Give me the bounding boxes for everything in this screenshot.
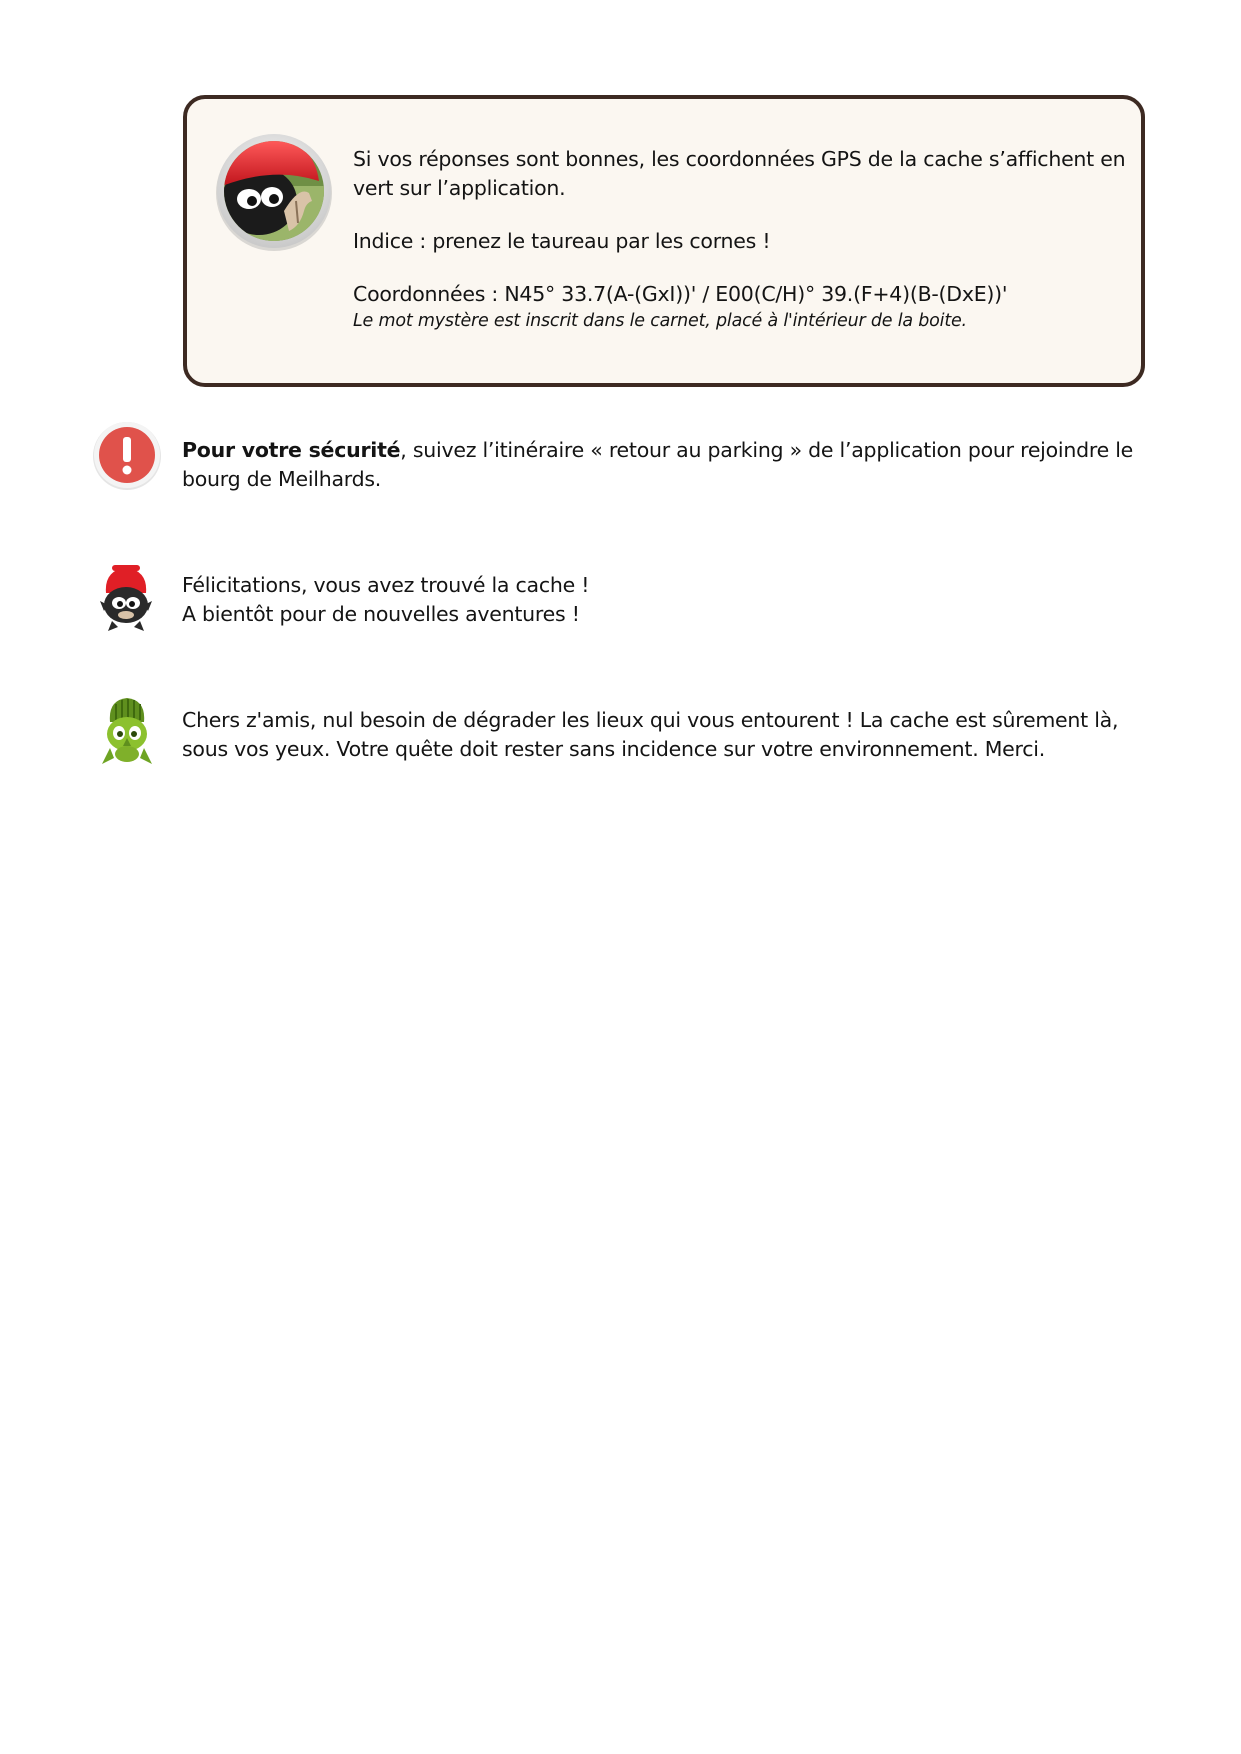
safety-notice xyxy=(182,436,1142,494)
safety-text: , suivez l’itinéraire « retour au parking » de l’application pour rejoindre le bourg de Meilhards. xyxy=(182,438,1134,491)
hint-text: Indice : prenez le taureau par les cornes ! xyxy=(353,229,771,253)
info-box-content xyxy=(353,145,1133,333)
congratulations-line-2: A bientôt pour de nouvelles aventures ! xyxy=(182,602,580,626)
answer-instruction: Si vos réponses sont bonnes, les coordonnées GPS de la cache s’affichent en vert sur l’application. xyxy=(353,147,1126,200)
congratulations-message xyxy=(182,571,1142,629)
warning-exclamation-icon xyxy=(92,420,162,490)
red-cap-creature-avatar-icon xyxy=(214,131,334,251)
environment-text: Chers z'amis, nul besoin de dégrader les lieux qui vous entourent ! La cache est sûrement là, sous vos yeux. Votre quête doit rester sans incidence sur votre environnement. Merci. xyxy=(182,708,1119,761)
environment-notice xyxy=(182,706,1142,764)
red-cap-creature-icon xyxy=(94,563,158,633)
safety-bold-label: Pour votre sécurité xyxy=(182,438,401,462)
green-creature-icon xyxy=(96,696,158,768)
congratulations-line-1: Félicitations, vous avez trouvé la cache ! xyxy=(182,573,590,597)
coordinates-text: Coordonnées : N45° 33.7(A-(GxI))' / E00(C/H)° 39.(F+4)(B-(DxE))' xyxy=(353,282,1008,306)
mystery-word-note: Le mot mystère est inscrit dans le carnet, placé à l'intérieur de la boite. xyxy=(353,311,967,331)
